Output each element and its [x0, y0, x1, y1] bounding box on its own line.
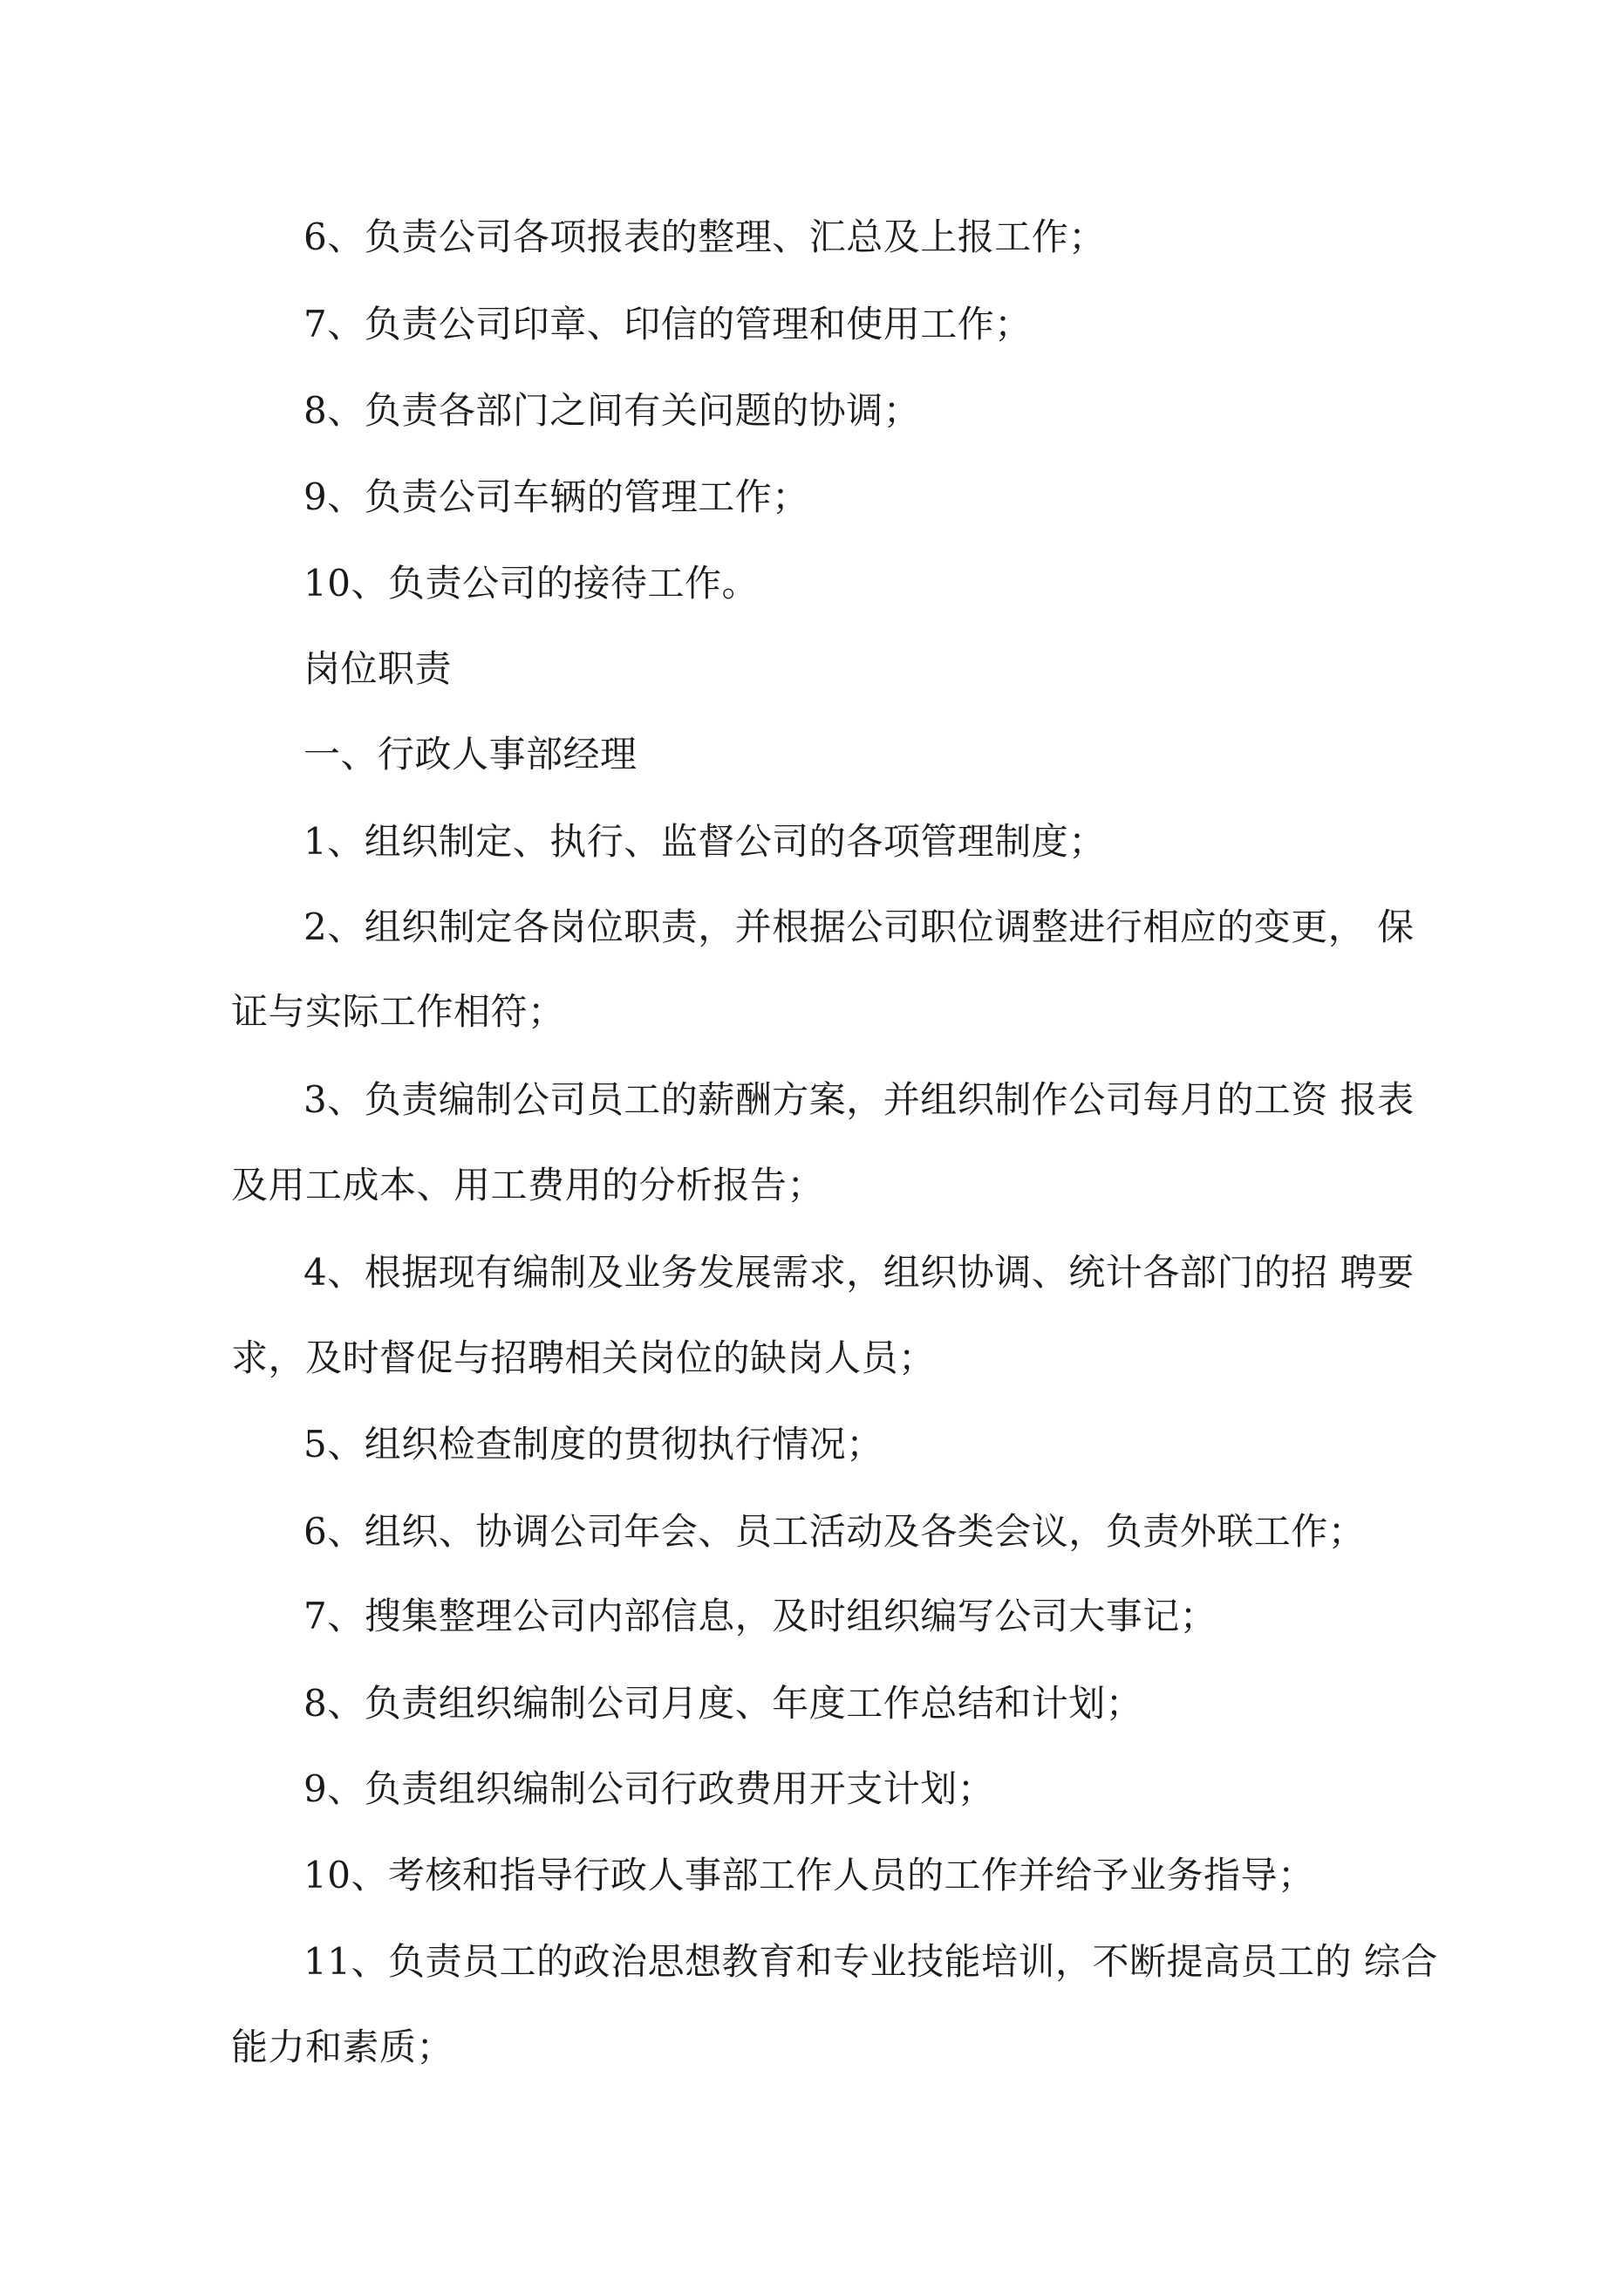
paragraph-line: 6、组织、协调公司年会、员工活动及各类会议，负责外联工作； [303, 1510, 1366, 1553]
paragraph-line: 2、组织制定各岗位职责，并根据公司职位调整进行相应的变更， 保 [303, 905, 1415, 948]
paragraph-line: 3、负责编制公司员工的薪酬方案，并组织制作公司每月的工资 报表 [303, 1078, 1415, 1121]
paragraph-line: 1、组织制定、执行、监督公司的各项管理制度； [303, 820, 1106, 863]
paragraph-line: 7、搜集整理公司内部信息，及时组织编写公司大事记； [303, 1595, 1217, 1637]
paragraph-line: 9、负责公司车辆的管理工作； [303, 475, 809, 518]
subsection-heading: 一、行政人事部经理 [303, 733, 638, 776]
section-heading: 岗位职责 [303, 647, 453, 690]
paragraph-line: 7、负责公司印章、印信的管理和使用工作； [303, 303, 1032, 345]
paragraph-line: 能力和素质； [231, 2026, 454, 2068]
paragraph-line: 9、负责组织编制公司行政费用开支计划； [303, 1767, 995, 1810]
paragraph-line: 8、负责组织编制公司月度、年度工作总结和计划； [303, 1682, 1143, 1725]
paragraph-line: 10、考核和指导行政人事部工作人员的工作并给予业务指导； [303, 1854, 1315, 1896]
paragraph-line: 8、负责各部门之间有关问题的协调； [303, 389, 921, 432]
paragraph-line: 证与实际工作相符； [231, 990, 565, 1033]
paragraph-line: 求，及时督促与招聘相关岗位的缺岗人员； [231, 1336, 936, 1379]
paragraph-line: 5、组织检查制度的贯彻执行情况； [303, 1423, 883, 1466]
paragraph-line: 及用工成本、用工费用的分析报告； [231, 1164, 825, 1206]
paragraph-line: 11、负责员工的政治思想教育和专业技能培训，不断提高员工的 综合 [303, 1940, 1438, 1983]
paragraph-line: 10、负责公司的接待工作。 [303, 562, 759, 605]
paragraph-line: 6、负责公司各项报表的整理、汇总及上报工作； [303, 215, 1106, 258]
paragraph-line: 4、根据现有编制及业务发展需求，组织协调、统计各部门的招 聘要 [303, 1251, 1415, 1294]
